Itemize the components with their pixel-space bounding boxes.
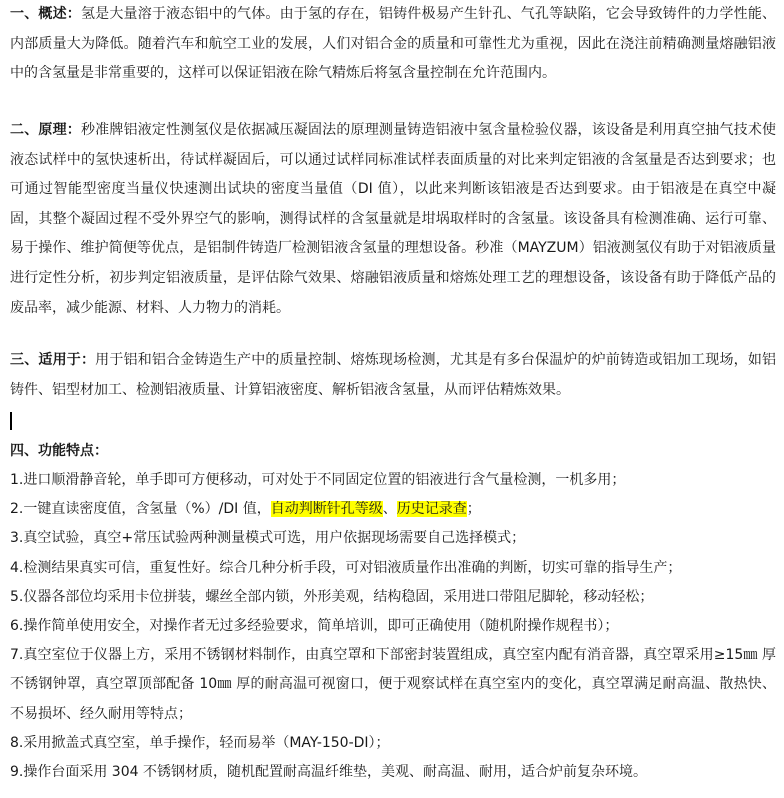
- section-overview: [0, 0, 784, 89]
- section-application-text: 用于铝和铝合金铸造生产中的质量控制、熔炼现场检测，尤其是有多台保温炉的炉前铸造或铝加工现场，如铝铸件、铝型材加工、检测铝液质量、计算铝液密度、解析铝液含氢量，从而评估精炼效果。: [10, 352, 777, 398]
- list-item: 8.采用掀盖式真空室，单手操作，轻而易举（MAY-150-DI）；: [10, 734, 390, 751]
- list-item: 3.真空试验，真空+常压试验两种测量模式可选，用户依据现场需要自己选择模式；: [10, 530, 526, 547]
- section-application-label: 三、适用于：: [10, 352, 96, 368]
- section-principle-text: 秒准牌铝液定性测氢仪是依据减压凝固法的原理测量铸造铝液中氢含量检验仪器，该设备是利用真空抽气技术使液态试样中的氢快速析出，待试样凝固后，可以通过试样同标准试样表面质量的对比来判定铝液的含氢量是否达到要求；也可通过智能型密度当量仪快速测出试块的密度当量值（DI 值），以此来判断该铝液是否达到要求。由于铝液是在真空中凝固，其整个凝固过程不受外界空气的影响，测得试样的含氢量就是坩埚取样时的含氢量。该设备具有检测准确、运行可靠、易于操作、维护简便等优点，是铝制件铸造厂检测铝液含氢量的理想设备。秒准（MAYZUM）铝液测氢仪有助于对铝液质量进行定性分析，初步判定铝液质量，是评估除气效果、熔融铝液质量和熔炼处理工艺的理想设备，该设备有助于降低产品的废品率，减少能源、材料、人力物力的消耗。: [10, 122, 777, 316]
- list-item: 4.检测结果真实可信，重复性好。综合几种分析手段，可对铝液质量作出准确的判断，切实可靠的指导生产；: [10, 559, 682, 576]
- section-principle: [0, 116, 784, 323]
- section-features-heading: 四、功能特点：: [10, 443, 108, 459]
- list-item: 9.操作台面采用 304 不锈钢材质，随机配置耐高温纤维垫，美观、耐高温、耐用，适合炉前复杂环境。: [10, 764, 647, 781]
- features-list: [0, 466, 784, 787]
- section-overview-label: 一、概述：: [10, 6, 81, 22]
- list-item-text: ；: [466, 501, 481, 518]
- section-overview-text: 氢是大量溶于液态铝中的气体。由于氢的存在，铝铸件极易产生针孔、气孔等缺陷，它会导致铸件的力学性能、内部质量大为降低。随着汽车和航空工业的发展，人们对铝合金的质量和可靠性尤为重视，因此在浇注前精确测量熔融铝液中的含氢量是非常重要的，这样可以保证铝液在除气精炼后将氢含量控制在允许范围内。: [10, 6, 777, 82]
- list-item: 6.操作简单使用安全，对操作者无过多经验要求，简单培训，即可正确使用（随机附操作规程书）；: [10, 618, 619, 635]
- section-application: [0, 346, 784, 405]
- section-principle-label: 二、原理：: [10, 122, 81, 138]
- highlighted-text: 历史记录查: [396, 501, 467, 518]
- highlighted-text: 自动判断针孔等级: [270, 501, 383, 518]
- list-item-separator: 、: [382, 501, 397, 518]
- text-cursor: [10, 412, 12, 430]
- list-item: 7.真空室位于仪器上方，采用不锈钢材料制作，由真空罩和下部密封装置组成，真空室内配有消音器，真空罩采用≥15㎜ 厚不锈钢钟罩，真空罩顶部配备 10㎜ 厚的耐高温可视窗口，便于观察试样在真空室内的变化，真空罩满足耐高温、散热快、不易损坏、经久耐用等特点；: [10, 647, 776, 722]
- list-item: 5.仪器各部位均采用卡位拼装，螺丝全部内锁，外形美观，结构稳固，采用进口带阻尼脚轮，移动轻松；: [10, 588, 654, 605]
- list-item: [0, 495, 784, 524]
- list-item: 1.进口顺滑静音轮，单手即可方便移动，可对处于不同固定位置的铝液进行含气量检测，一机多用；: [10, 472, 626, 488]
- list-item-text: 2.一键直读密度值，含氢量（%）/DI 值，: [10, 501, 271, 518]
